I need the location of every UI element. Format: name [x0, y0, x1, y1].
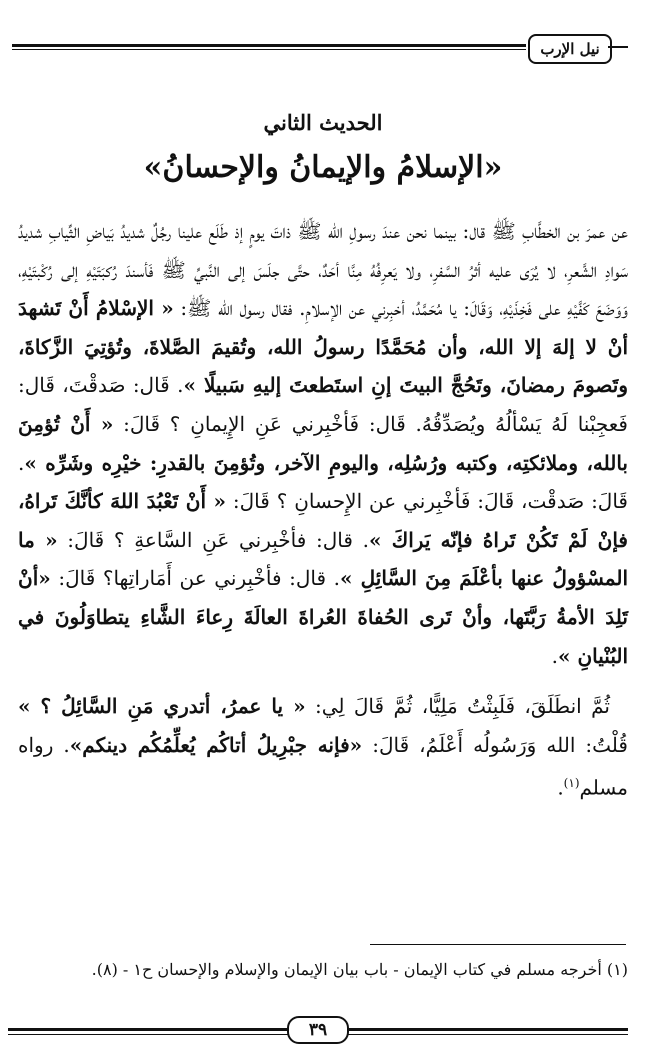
prophet-quote-islam: « الإسْلامُ أَنْ تَشهدَ أنْ لا إلهَ إلا الله، وأن مُحَمَّدًا رسولُ الله، وتُقيمَ الصَّلاةَ، وتُؤتِيَ الزَّكاةَ، وتَصومَ رمضانَ، وتَحُجَّ البيتَ إنِ استَطعتَ إليهِ سَبيلًا »: [18, 296, 628, 398]
header-rule-thin: [12, 49, 526, 50]
paragraph-1: [18, 212, 628, 675]
header-rule-tail: [608, 46, 628, 48]
book-title: نيل الإرب: [540, 40, 600, 58]
footnote-marker[interactable]: (١): [563, 776, 580, 791]
prophet-quote-signs: «أنْ تَلِدَ الأمةُ رَبَّتَها، وأنْ تَرى الحُفاةَ العُراةَ العالَةَ رِعاءَ الشَّاءِ يتطاوَلُونَ في البُنْيانِ »: [18, 566, 628, 668]
page-number: [287, 1016, 349, 1044]
footnote: (١) أخرجه مسلم في كتاب الإيمان - باب بيان الإيمان والإسلام والإحسان ح١ - (٨).: [91, 960, 628, 979]
paragraph-2: [18, 687, 628, 807]
narration-text: . قَالَ: صَدقْت، قَالَ: فَأخْبِرني عن الإِحسانِ ؟ قَالَ:: [18, 450, 628, 514]
narration-text: . قَال: صَدقْتَ، قَال: فَعجِبْنا لَهُ يَسْألُهُ ويُصَدِّقُهُ. قَال: فَأخْبِرني عَنِ الإِيمانِ ؟ قَالَ:: [18, 373, 628, 436]
narration-text: .: [551, 643, 558, 668]
narration-text: عن عمرَ بن الخطَّابِ ﷺ قال: بينما نحن عندَ رسولِ الله ﷺ ذاتَ يومٍ إذ طَلَع علينا رجُلٌ شديدُ بَياضِ الثِّيابِ شديدُ سَوادِ الشَّعرِ، لا يُرَى عليه أثرُ السَّفرِ، ولا يَعرِفُهُ مِنَّا أحَدٌ، حتَّى جلَسَ إلى النَّبيِّ ﷺ فَأسندَ رُكبَتَيْهِ إلى رُكْبتَيْهِ، وَوَضَعَ كَفَّيْهِ على فَخِذَيْهِ، وَقَالَ: يا مُحَمَّدُ، أخبِرني عن الإسلامِ. فقال رسول الله ﷺ:: [18, 219, 628, 321]
narration-text: ثُمَّ انطَلَقَ، فَلَبِثْتُ مَلِيًّا، ثُمَّ قَالَ لِي:: [305, 694, 610, 719]
hadith-number-heading: الحديث الثاني: [263, 110, 383, 135]
header-rule: [12, 44, 526, 47]
prophet-quote-hour: « ما المسْؤولُ عنها بأعْلَمَ مِنَ السَّائِلِ »: [18, 527, 628, 591]
hadith-title: «الإسلامُ والإيمانُ والإحسانُ»: [143, 150, 503, 185]
narration-text: . قال: فأخْبِرني عن أَمَاراتِها؟ قَالَ:: [50, 566, 340, 591]
narration-text: . رواه مسلم: [18, 732, 628, 800]
footnote-separator: [370, 944, 626, 945]
prophet-quote-jibril: «فإنه جبْرِيلُ أتاكُم يُعلِّمُكُم دينكم»: [69, 732, 363, 757]
narration-text: . قال: فأخْبِرني عَنِ السَّاعةِ ؟ قَالَ:: [57, 527, 369, 552]
hadith-text: [18, 212, 628, 808]
prophet-quote-iman: « أَنْ تُؤمِنَ بالله، وملائكتِه، وكتبه ورُسُلِه، واليومِ الآخر، وتُؤمِنَ بالقدرِ: خيْرِه وشَرِّه »: [18, 411, 628, 475]
prophet-quote-question: « يا عمرُ، أتدري مَنِ السَّائِلُ ؟ »: [18, 694, 306, 719]
prophet-quote-ihsan: « أَنْ تَعْبُدَ اللهَ كأنَّكَ تَراهُ، فإنْ لَمْ تَكُنْ تَراهُ فإنّه يَراكَ »: [18, 489, 628, 552]
narration-text: قُلْتُ: الله وَرَسُولُه أَعْلَمُ، قَالَ:: [362, 732, 628, 757]
running-header: [528, 34, 612, 64]
page-number-label: ٣٩: [308, 1020, 328, 1040]
narration-text: .: [557, 775, 564, 800]
